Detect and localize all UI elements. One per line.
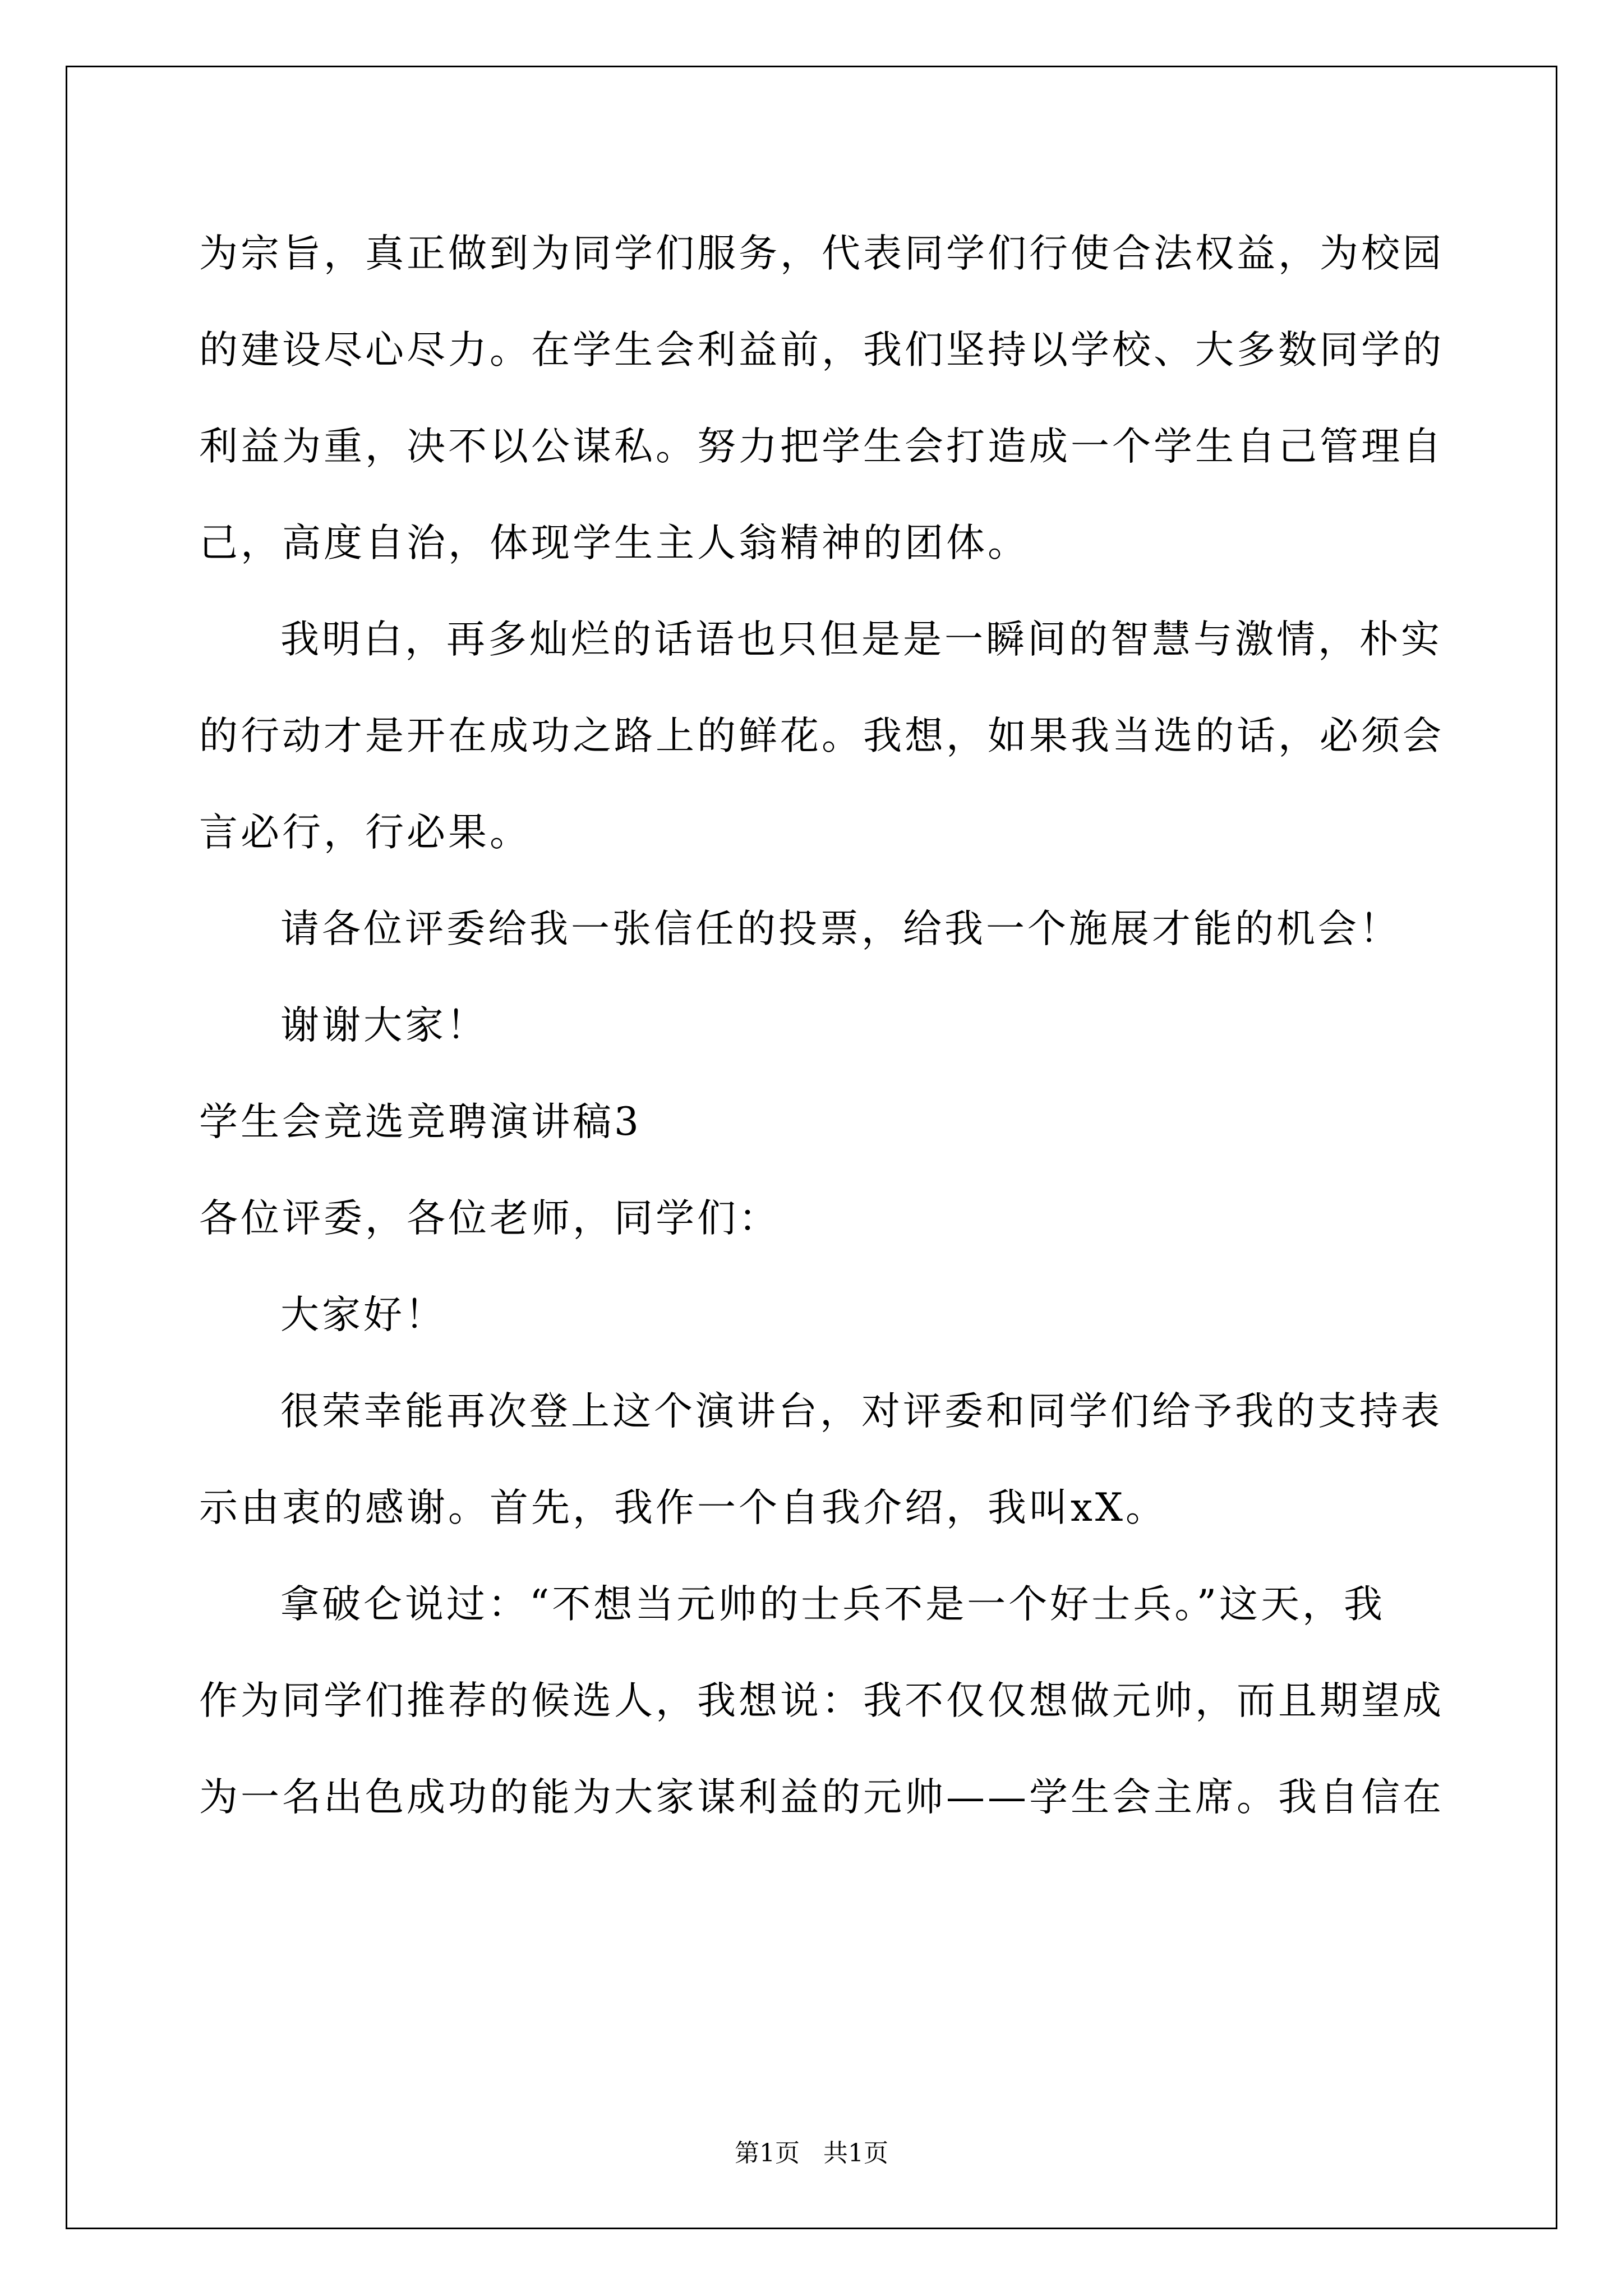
body-line: 示由衷的感谢。首先，我作一个自我介绍，我叫xX。 — [199, 1485, 1168, 1530]
section-heading: 学生会竞选竞聘演讲稿3 — [199, 1099, 642, 1144]
page-number-footer: 第1页 共1页 — [735, 2139, 888, 2168]
body-line: 为一名出色成功的能为大家谋利益的元帅——学生会主席。我自信在 — [199, 1775, 1444, 1820]
body-line: 我明白，再多灿烂的话语也只但是是一瞬间的智慧与激情，朴实 — [280, 617, 1442, 662]
salutation: 各位评委，各位老师，同学们： — [199, 1196, 780, 1241]
body-line: 谢谢大家！ — [280, 1003, 488, 1048]
body-line: 利益为重，决不以公谋私。努力把学生会打造成一个学生自己管理自 — [199, 424, 1444, 469]
body-line: 拿破仑说过：“不想当元帅的士兵不是一个好士兵。”这天，我 — [280, 1582, 1386, 1627]
body-line: 的建设尽心尽力。在学生会利益前，我们坚持以学校、大多数同学的 — [199, 328, 1444, 372]
body-line: 的行动才是开在成功之路上的鲜花。我想，如果我当选的话，必须会 — [199, 714, 1444, 758]
body-line: 言必行，行必果。 — [199, 810, 531, 855]
body-line: 己，高度自治，体现学生主人翁精神的团体。 — [199, 521, 1029, 565]
body-line: 为宗旨，真正做到为同学们服务，代表同学们行使合法权益，为校园 — [199, 231, 1444, 276]
body-line: 作为同学们推荐的候选人，我想说：我不仅仅想做元帅，而且期望成 — [199, 1678, 1444, 1723]
body-line: 请各位评委给我一张信任的投票，给我一个施展才能的机会！ — [280, 907, 1401, 951]
greeting: 大家好！ — [280, 1292, 446, 1337]
body-line: 很荣幸能再次登上这个演讲台，对评委和同学们给予我的支持表 — [280, 1389, 1442, 1434]
